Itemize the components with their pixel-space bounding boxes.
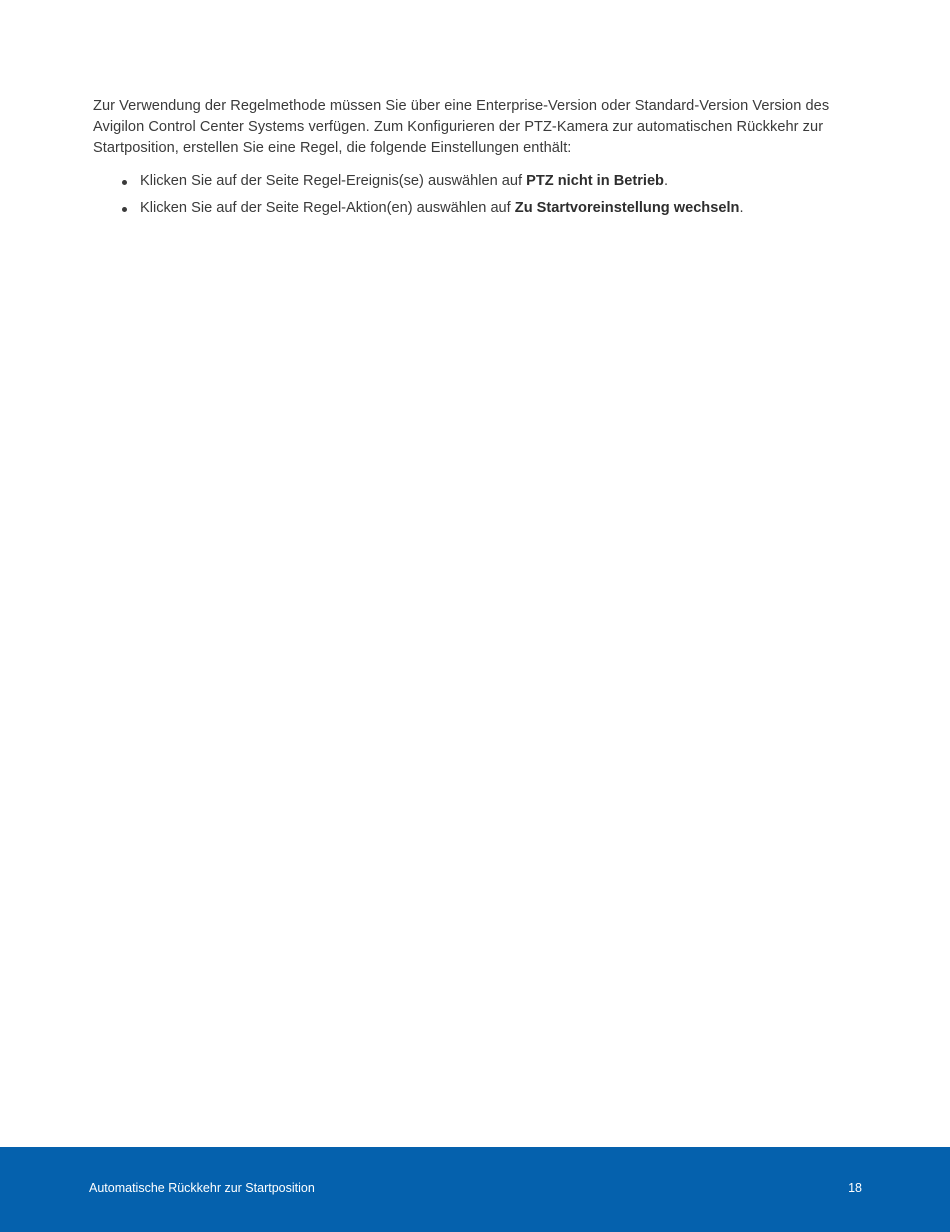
bullet-icon — [122, 180, 127, 185]
page-number: 18 — [848, 1181, 862, 1195]
bullet-icon — [122, 207, 127, 212]
footer-title: Automatische Rückkehr zur Startposition — [89, 1181, 315, 1195]
list-item-suffix: . — [663, 173, 669, 189]
page-footer — [0, 1147, 950, 1232]
list-item — [93, 198, 863, 219]
list-item-suffix: . — [739, 200, 744, 216]
page-content — [93, 96, 863, 225]
list-item-text: Klicken Sie auf der Seite Regel-Ereignis(se) auswählen auf — [140, 173, 527, 189]
list-item-emphasis: Zu Startvoreinstellung wechseln — [514, 200, 740, 216]
intro-paragraph: Zur Verwendung der Regelmethode müssen Sie über eine Enterprise-Version oder Standard-Version Version des Avigilon Control Center Systems verfügen. Zum Konfigurieren der PTZ-Kamera zur automatischen Rückkehr zur Startposition, erstellen Sie eine Regel, die folgende Einstellungen enthält: — [93, 98, 830, 156]
list-item — [93, 171, 863, 192]
list-item-text: Klicken Sie auf der Seite Regel-Aktion(en) auswählen auf — [140, 200, 515, 216]
list-item-emphasis: PTZ nicht in Betrieb — [526, 173, 664, 189]
settings-list — [93, 171, 863, 219]
